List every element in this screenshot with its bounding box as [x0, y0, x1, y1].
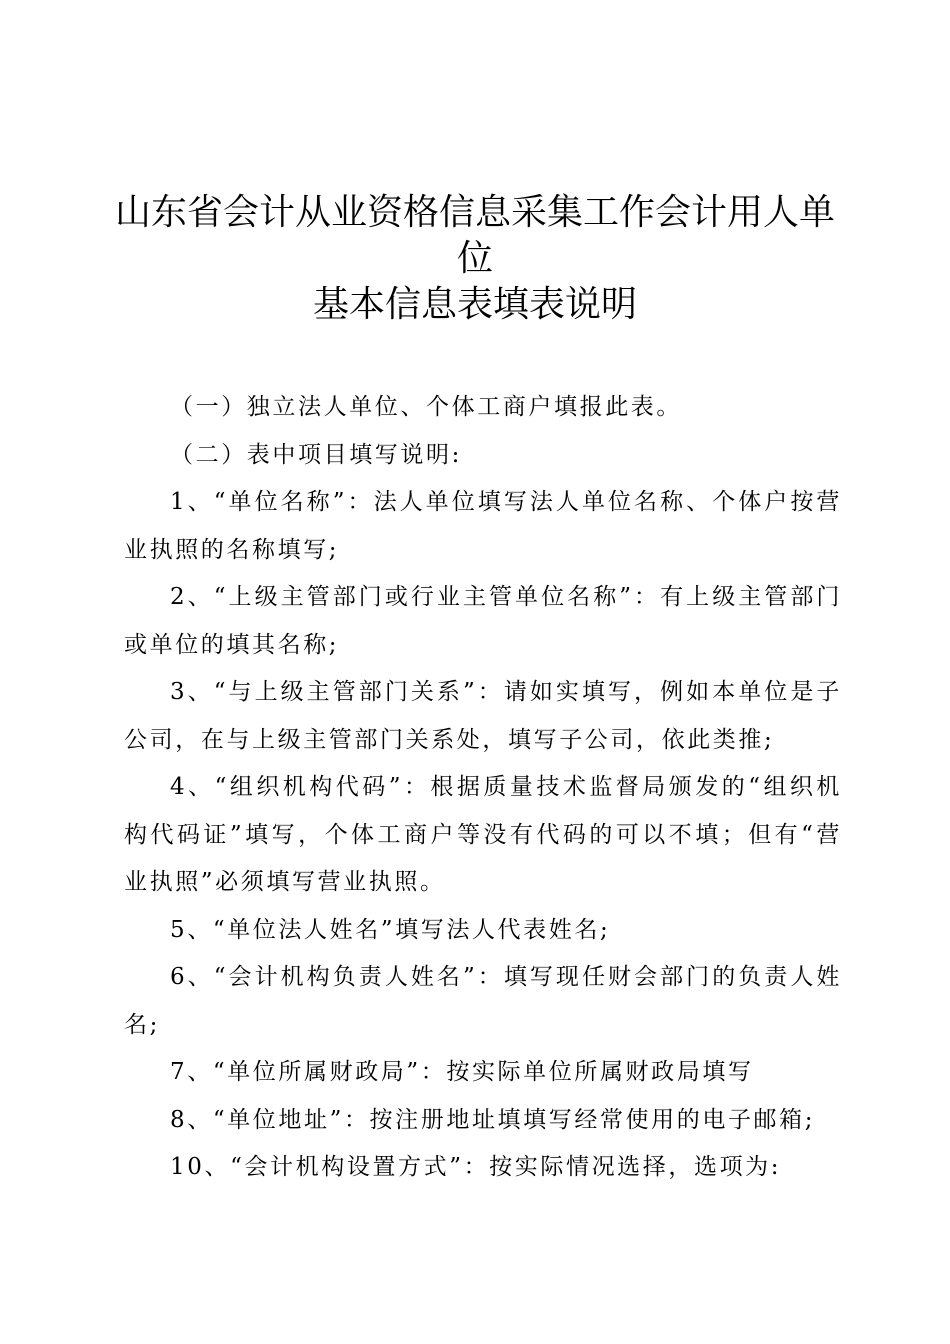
- paragraph: 8、“单位地址”：按注册地址填填写经常使用的电子邮箱;: [170, 1106, 816, 1133]
- paragraph: 10、“会计机构设置方式”：按实际情况选择，选项为:: [170, 1154, 782, 1180]
- paragraph: 3、“与上级主管部门关系”：请如实填写，例如本单位是子公司，在与上级主管部门关系处，填写子公司，依此类推;: [124, 679, 842, 753]
- title-line-3: 基本信息表填表说明: [312, 284, 637, 325]
- paragraph: 1、“单位名称”：法人单位填写法人单位名称、个体户按营业执照的名称填写;: [124, 489, 842, 563]
- title-line-2: 位: [456, 238, 493, 279]
- paragraph: （二）表中项目填写说明:: [170, 441, 462, 468]
- paragraph: 4、“组织机构代码”：根据质量技术监督局颁发的“组织机构代码证”填写，个体工商户等没有代码的可以不填；但有“营业执照”必须填写营业执照。: [124, 774, 842, 895]
- document-body: [124, 384, 842, 1192]
- document-title: [110, 190, 840, 328]
- paragraph: 5、“单位法人姓名”填写法人代表姓名;: [170, 916, 611, 943]
- title-line-1: 山东省会计从业资格信息采集工作会计用人单: [114, 192, 835, 233]
- paragraph: 7、“单位所属财政局”：按实际单位所属财政局填写: [170, 1059, 754, 1085]
- paragraph: （一）独立法人单位、个体工商户填报此表。: [170, 394, 682, 420]
- paragraph: 6、“会计机构负责人姓名”：填写现任财会部门的负责人姓名;: [124, 964, 842, 1038]
- paragraph: 2、“上级主管部门或行业主管单位名称”：有上级主管部门或单位的填其名称;: [124, 584, 842, 658]
